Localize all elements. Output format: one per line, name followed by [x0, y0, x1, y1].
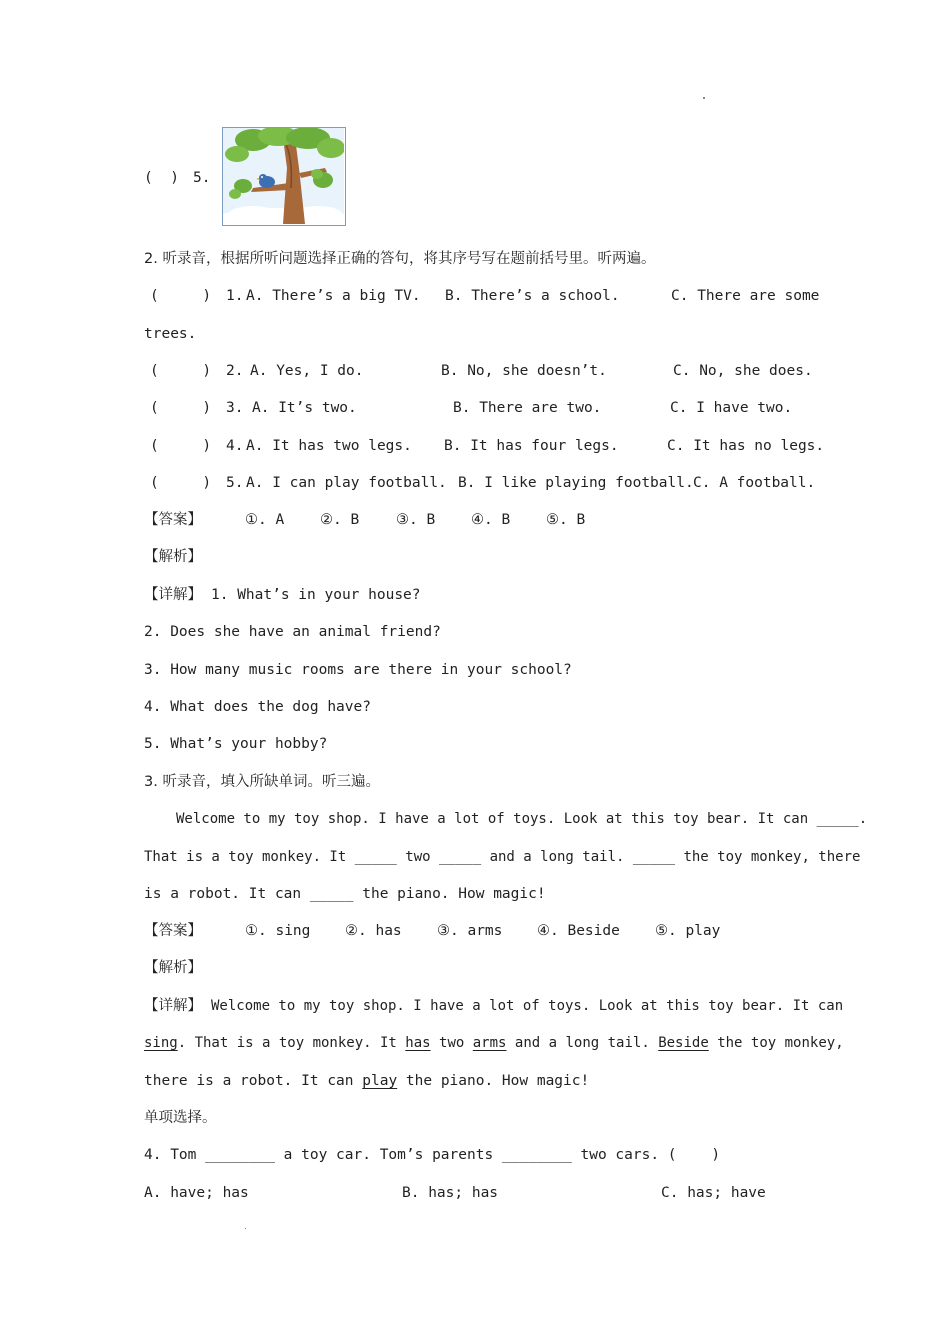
tree-bird-picture	[222, 127, 346, 226]
q3-passage-line1: Welcome to my toy shop. I have a lot of toys. Look at this toy bear. It can _____.	[176, 811, 868, 827]
q2-item2-paren: ( )	[150, 363, 212, 379]
page-mark	[703, 97, 705, 99]
q4-stem: 4. Tom ________ a toy car. Tom’s parents ________ two cars. ( )	[144, 1147, 721, 1163]
section-title: 单项选择。	[144, 1110, 217, 1126]
q2-item4-paren: ( )	[150, 438, 212, 454]
q3-answer-1: ①. sing	[245, 923, 311, 939]
q2-item3-paren: ( )	[150, 400, 212, 416]
q2-item5-paren: ( )	[150, 475, 212, 491]
q2-item4-option-a: A. It has two legs.	[246, 438, 412, 454]
q2-detail-1: 1. What’s in your house?	[211, 587, 421, 603]
q1-item5-number: 5.	[193, 170, 211, 186]
answer-word-arms: arms	[472, 1035, 507, 1051]
q2-item3-num: 3.	[226, 400, 244, 416]
q2-item1-option-a: A. There’s a big TV.	[246, 288, 421, 304]
q3-passage-line3: is a robot. It can _____ the piano. How magic!	[144, 886, 546, 902]
q3-analysis-label: 【解析】	[144, 960, 202, 976]
q2-item5-option-b: B. I like playing football.	[458, 475, 694, 491]
q2-title: 2. 听录音，根据所听问题选择正确的答句，将其序号写在题前括号里。听两遍。	[144, 251, 656, 267]
q2-item5-option-c: C. A football.	[693, 475, 816, 491]
q2-item2-option-c: C. No, she does.	[673, 363, 813, 379]
q3-answer-label: 【答案】	[144, 923, 202, 939]
q2-item3-option-a: A. It’s two.	[252, 400, 357, 416]
q2-item3-option-b: B. There are two.	[453, 400, 602, 416]
q2-answer-5: ⑤. B	[546, 512, 586, 528]
q2-item1-option-b: B. There’s a school.	[445, 288, 620, 304]
q2-detail-5: 5. What’s your hobby?	[144, 736, 328, 752]
q3-detail-line2: sing. That is a toy monkey. It has two arms and a long tail. Beside the toy monkey,	[144, 1035, 844, 1051]
q2-item2-option-a: A. Yes, I do.	[250, 363, 364, 379]
q2-item2-option-b: B. No, she doesn’t.	[441, 363, 607, 379]
q2-item1-paren: ( )	[150, 288, 212, 304]
q4-option-c: C. has; have	[661, 1185, 766, 1201]
q2-item3-option-c: C. I have two.	[670, 400, 793, 416]
q2-answer-2: ②. B	[320, 512, 360, 528]
q2-detail-4: 4. What does the dog have?	[144, 699, 371, 715]
q3-answer-3: ③. arms	[437, 923, 503, 939]
q2-item5-option-a: A. I can play football.	[246, 475, 447, 491]
answer-word-beside: Beside	[658, 1035, 709, 1051]
q3-passage-line2: That is a toy monkey. It _____ two _____ and a long tail. _____ the toy monkey, there	[144, 849, 861, 865]
q2-detail-label: 【详解】	[144, 587, 202, 603]
q3-answer-2: ②. has	[345, 923, 402, 939]
q3-title: 3. 听录音，填入所缺单词。听三遍。	[144, 774, 380, 790]
q2-item4-num: 4.	[226, 438, 244, 454]
q2-detail-3: 3. How many music rooms are there in your school?	[144, 662, 572, 678]
tree-bird-illustration	[223, 128, 344, 224]
q3-answer-5: ⑤. play	[655, 923, 721, 939]
q3-detail-label: 【详解】	[144, 998, 202, 1014]
q2-answer-3: ③. B	[396, 512, 436, 528]
q3-detail-line3: there is a robot. It can play the piano. How magic!	[144, 1073, 590, 1089]
q1-item5-paren: ( )	[144, 170, 179, 186]
q2-answer-4: ④. B	[471, 512, 511, 528]
q2-answer-label: 【答案】	[144, 512, 202, 528]
answer-word-has: has	[405, 1035, 431, 1051]
q2-analysis-label: 【解析】	[144, 549, 202, 565]
q2-answer-1: ①. A	[245, 512, 285, 528]
footer-mark	[245, 1228, 246, 1229]
q2-item2-num: 2.	[226, 363, 244, 379]
q2-item1-option-c: C. There are some	[671, 288, 820, 304]
answer-word-play: play	[362, 1073, 398, 1089]
q4-option-b: B. has; has	[402, 1185, 499, 1201]
q4-option-a: A. have; has	[144, 1185, 249, 1201]
q2-detail-2: 2. Does she have an animal friend?	[144, 624, 441, 640]
q3-detail-line1: Welcome to my toy shop. I have a lot of toys. Look at this toy bear. It can	[211, 998, 844, 1014]
q2-item5-num: 5.	[226, 475, 244, 491]
q3-answer-4: ④. Beside	[537, 923, 620, 939]
q2-item4-option-b: B. It has four legs.	[444, 438, 619, 454]
q2-item1-num: 1.	[226, 288, 244, 304]
q2-item4-option-c: C. It has no legs.	[667, 438, 825, 454]
q2-item1-option-c-cont: trees.	[144, 326, 197, 342]
answer-word-sing: sing	[144, 1035, 178, 1051]
